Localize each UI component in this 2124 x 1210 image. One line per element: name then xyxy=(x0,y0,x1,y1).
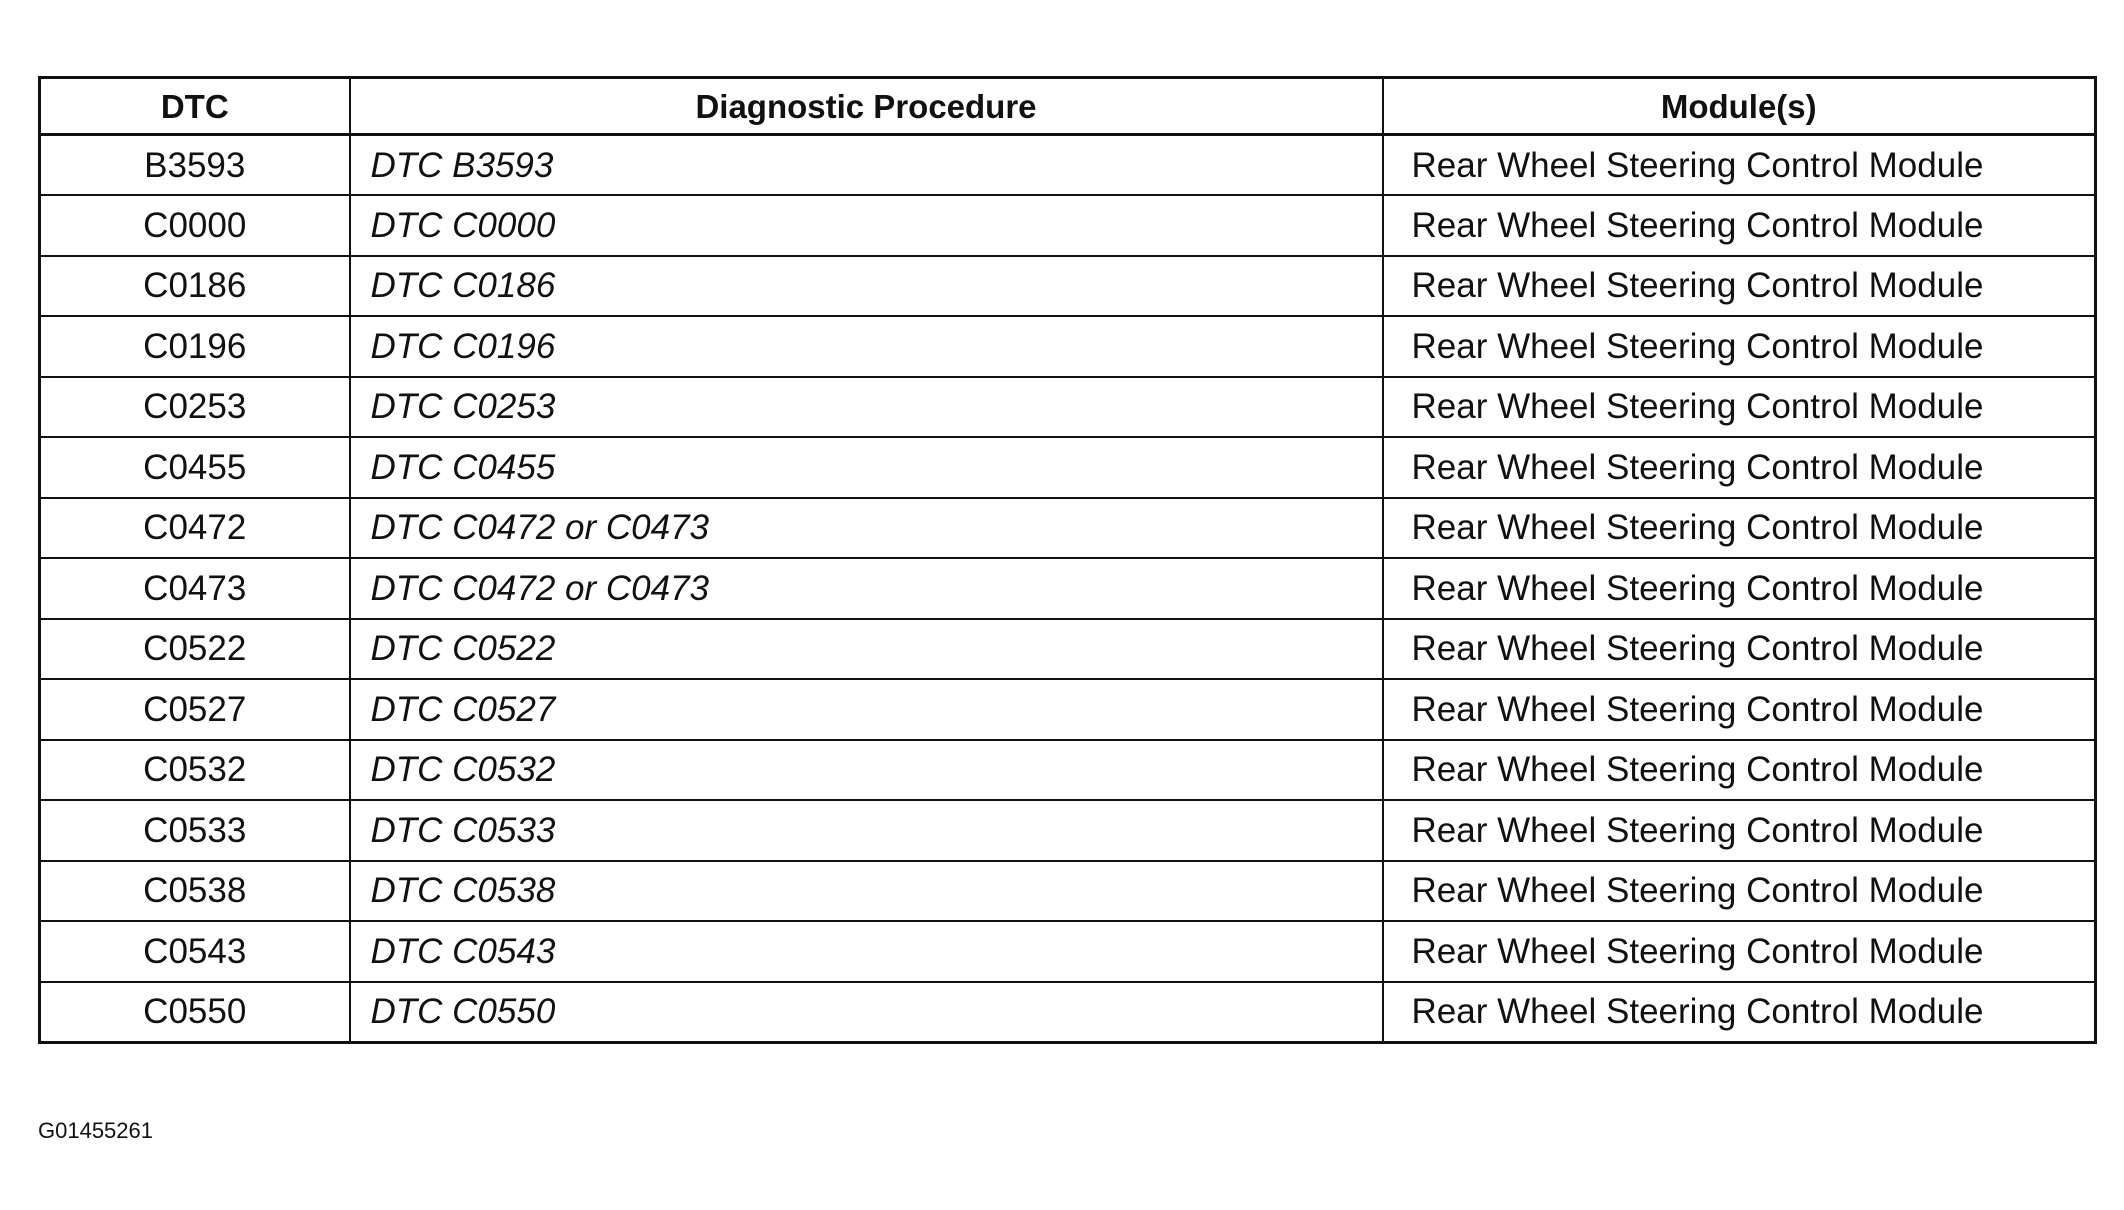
table-row xyxy=(40,558,2096,619)
module-cell: Rear Wheel Steering Control Module xyxy=(1383,316,2096,377)
module-cell: Rear Wheel Steering Control Module xyxy=(1383,256,2096,317)
table-row xyxy=(40,619,2096,680)
dtc-code-cell: C0527 xyxy=(40,679,350,740)
dtc-code-cell: C0000 xyxy=(40,195,350,256)
dtc-code-cell: C0455 xyxy=(40,437,350,498)
dtc-code-cell: C0522 xyxy=(40,619,350,680)
table-row xyxy=(40,256,2096,317)
table-row xyxy=(40,135,2096,196)
module-cell: Rear Wheel Steering Control Module xyxy=(1383,619,2096,680)
module-cell: Rear Wheel Steering Control Module xyxy=(1383,195,2096,256)
table-row xyxy=(40,921,2096,982)
module-cell: Rear Wheel Steering Control Module xyxy=(1383,679,2096,740)
dtc-code-cell: C0543 xyxy=(40,921,350,982)
dtc-code-cell: C0538 xyxy=(40,861,350,922)
diagnostic-procedure-cell: DTC C0000 xyxy=(350,195,1383,256)
module-cell: Rear Wheel Steering Control Module xyxy=(1383,135,2096,196)
diagnostic-procedure-cell: DTC C0472 or C0473 xyxy=(350,498,1383,559)
header-diagnostic-procedure: Diagnostic Procedure xyxy=(350,78,1383,135)
diagnostic-procedure-cell: DTC C0472 or C0473 xyxy=(350,558,1383,619)
table-row xyxy=(40,800,2096,861)
dtc-code-cell: C0253 xyxy=(40,377,350,438)
table-row xyxy=(40,377,2096,438)
diagnostic-procedure-cell: DTC C0543 xyxy=(350,921,1383,982)
header-modules: Module(s) xyxy=(1383,78,2096,135)
figure-id: G01455261 xyxy=(38,1118,153,1143)
module-cell: Rear Wheel Steering Control Module xyxy=(1383,921,2096,982)
dtc-code-cell: B3593 xyxy=(40,135,350,196)
dtc-table xyxy=(38,76,2097,1044)
header-dtc: DTC xyxy=(40,78,350,135)
diagnostic-procedure-cell: DTC C0538 xyxy=(350,861,1383,922)
table-row xyxy=(40,740,2096,801)
module-cell: Rear Wheel Steering Control Module xyxy=(1383,740,2096,801)
module-cell: Rear Wheel Steering Control Module xyxy=(1383,982,2096,1043)
module-cell: Rear Wheel Steering Control Module xyxy=(1383,377,2096,438)
table-row xyxy=(40,982,2096,1043)
table-row xyxy=(40,861,2096,922)
header-row xyxy=(40,78,2096,135)
diagnostic-procedure-cell: DTC C0527 xyxy=(350,679,1383,740)
table-body xyxy=(40,135,2096,1043)
diagnostic-procedure-cell: DTC C0196 xyxy=(350,316,1383,377)
diagnostic-procedure-cell: DTC C0253 xyxy=(350,377,1383,438)
diagnostic-procedure-cell: DTC C0186 xyxy=(350,256,1383,317)
dtc-code-cell: C0550 xyxy=(40,982,350,1043)
dtc-code-cell: C0196 xyxy=(40,316,350,377)
module-cell: Rear Wheel Steering Control Module xyxy=(1383,861,2096,922)
module-cell: Rear Wheel Steering Control Module xyxy=(1383,558,2096,619)
table-header xyxy=(40,78,2096,135)
table-row xyxy=(40,437,2096,498)
dtc-code-cell: C0472 xyxy=(40,498,350,559)
table-row xyxy=(40,679,2096,740)
diagnostic-procedure-cell: DTC B3593 xyxy=(350,135,1383,196)
table-row xyxy=(40,316,2096,377)
dtc-code-cell: C0533 xyxy=(40,800,350,861)
diagnostic-procedure-cell: DTC C0522 xyxy=(350,619,1383,680)
module-cell: Rear Wheel Steering Control Module xyxy=(1383,498,2096,559)
dtc-code-cell: C0186 xyxy=(40,256,350,317)
diagnostic-procedure-cell: DTC C0533 xyxy=(350,800,1383,861)
diagnostic-procedure-cell: DTC C0550 xyxy=(350,982,1383,1043)
diagnostic-procedure-cell: DTC C0455 xyxy=(350,437,1383,498)
module-cell: Rear Wheel Steering Control Module xyxy=(1383,800,2096,861)
dtc-code-cell: C0473 xyxy=(40,558,350,619)
table-row xyxy=(40,195,2096,256)
module-cell: Rear Wheel Steering Control Module xyxy=(1383,437,2096,498)
dtc-code-cell: C0532 xyxy=(40,740,350,801)
table-row xyxy=(40,498,2096,559)
diagnostic-procedure-cell: DTC C0532 xyxy=(350,740,1383,801)
